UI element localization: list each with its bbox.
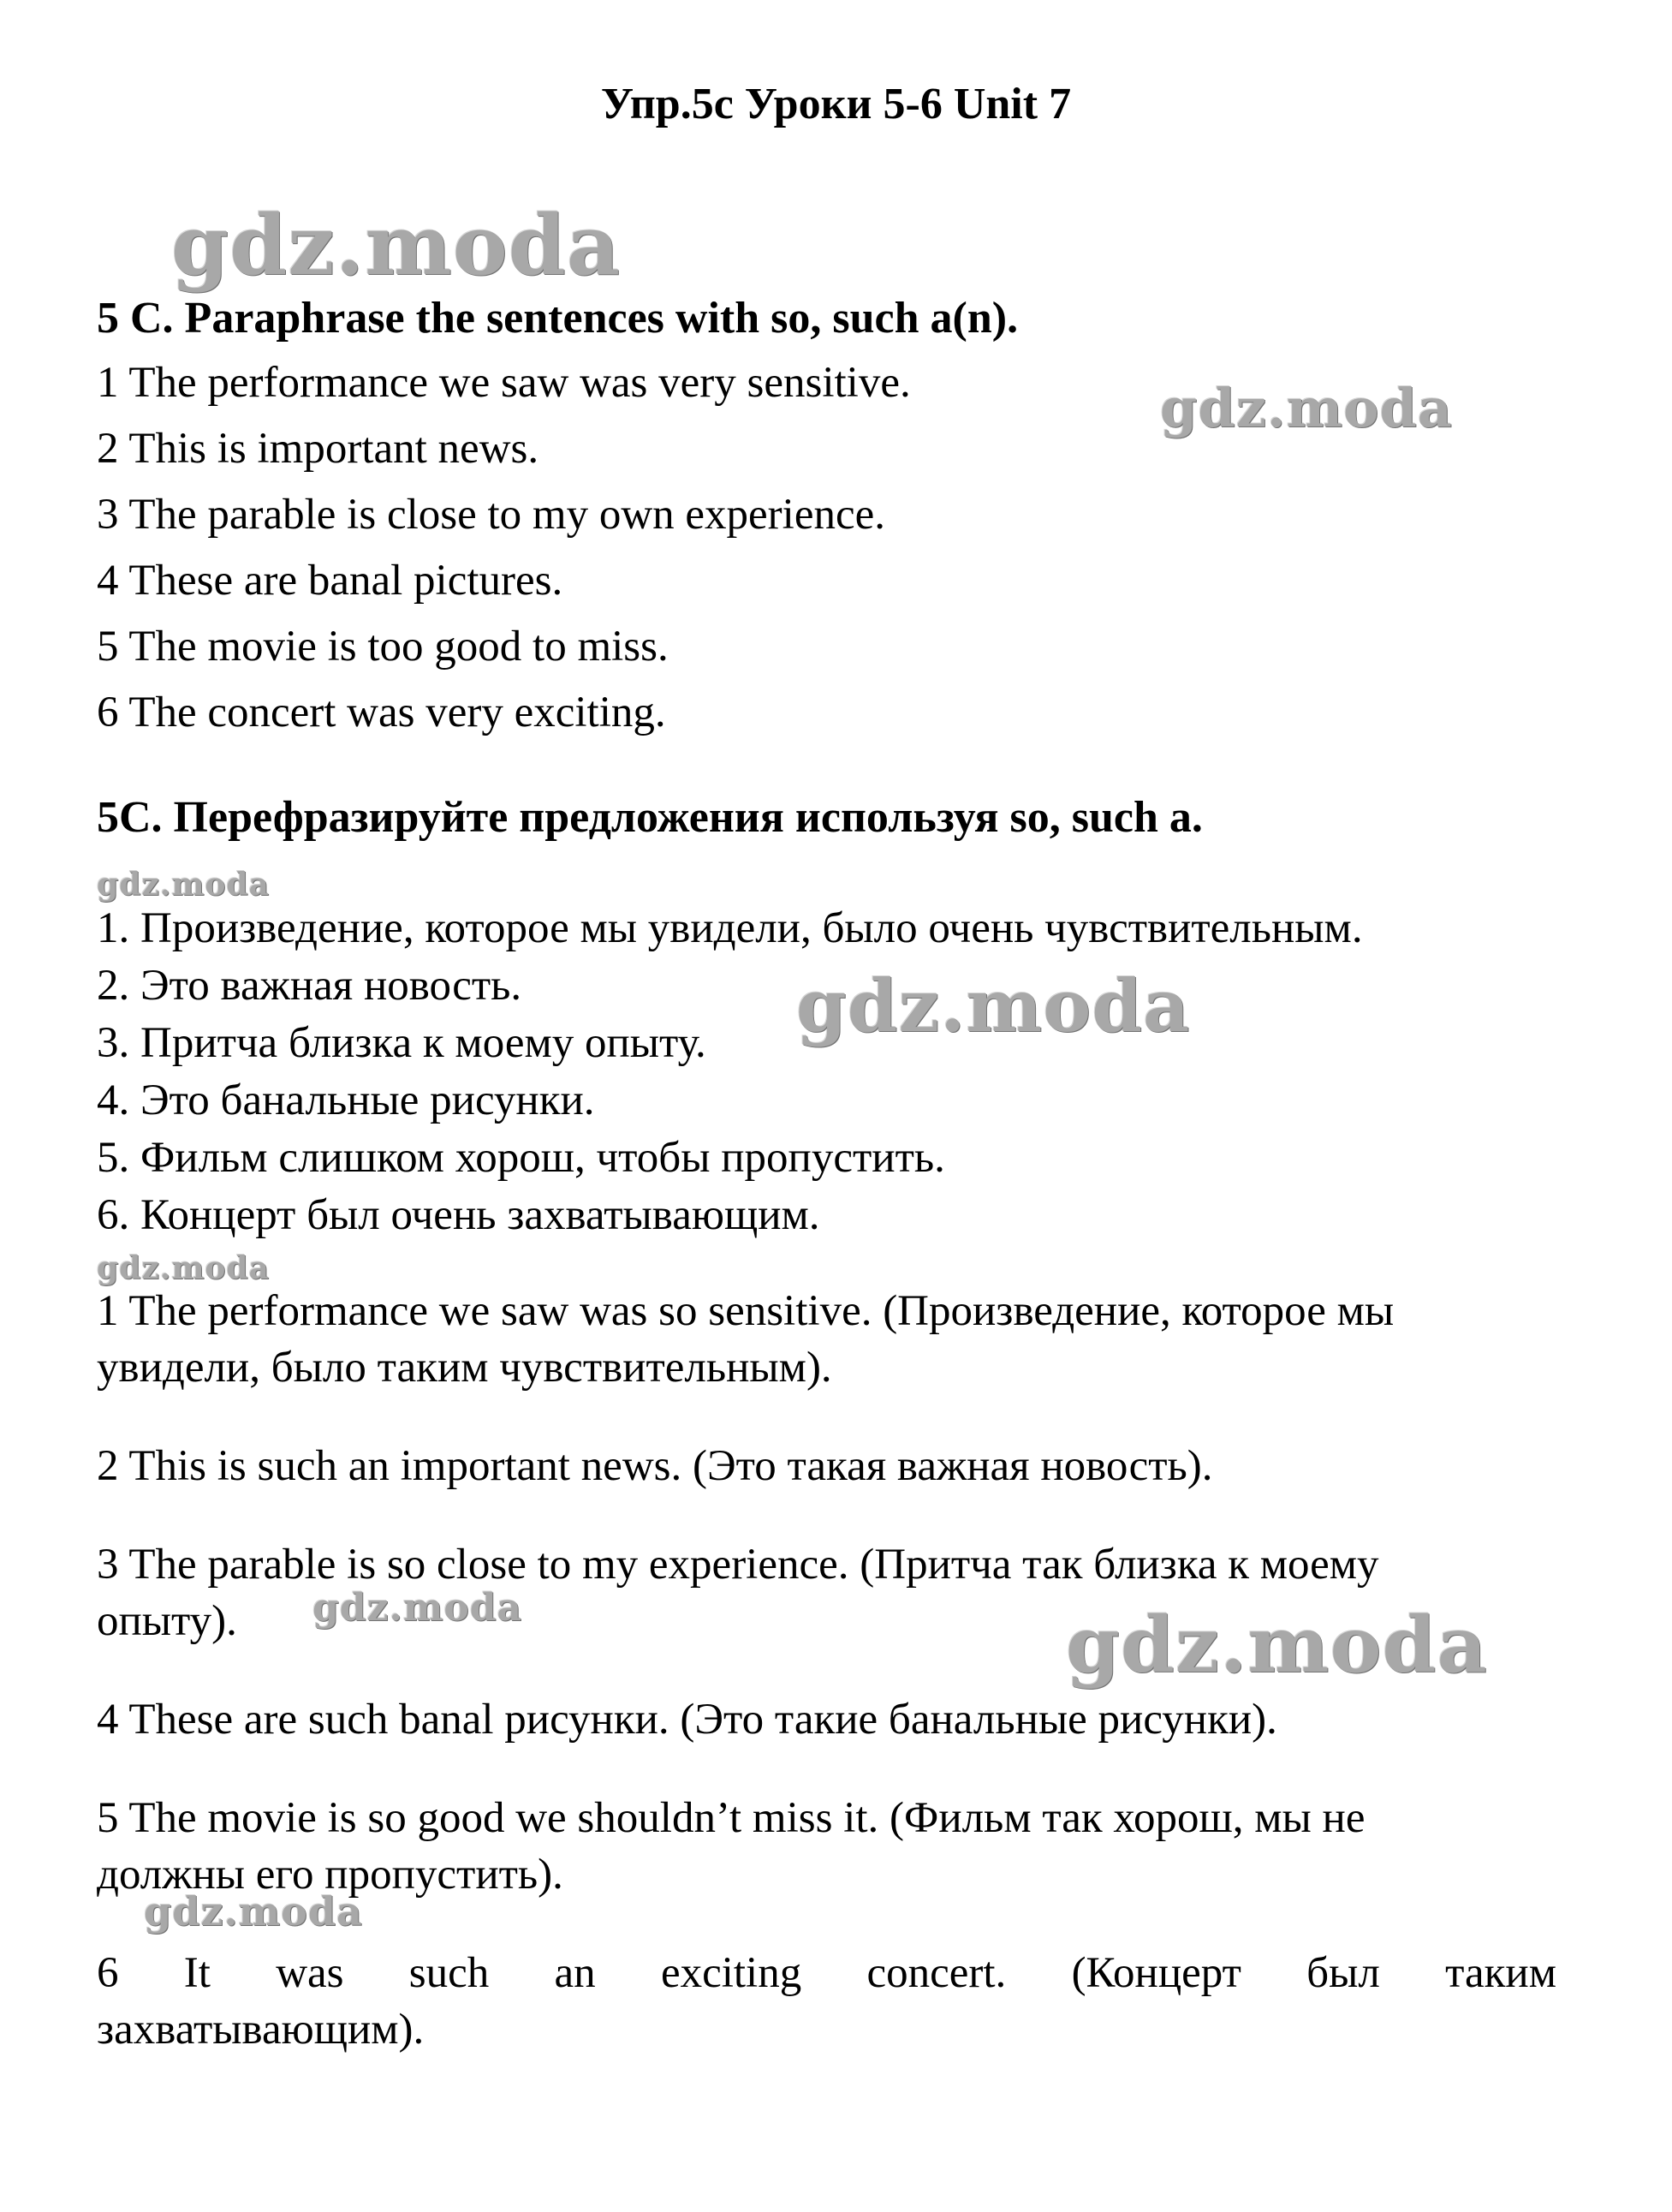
task-ru-item: 1. Произведение, которое мы увидели, было очень чувствительным. <box>97 904 1363 952</box>
answer-line: 5 The movie is so good we shouldn’t miss it. (Фильм так хорош, мы не <box>97 1794 1366 1842</box>
page-title: Упр.5c Уроки 5-6 Unit 7 <box>600 80 1072 128</box>
task-ru-item: 3. Притча близка к моему опыту. <box>97 1019 706 1067</box>
answer-line: опыту). <box>97 1597 237 1645</box>
answer-word: (Концерт <box>1071 1949 1241 1997</box>
answer-word: It <box>183 1949 211 1997</box>
answer-line: 3 The parable is so close to my experience. (Притча так близка к моему <box>97 1541 1379 1589</box>
watermark-logo: gdz.moda <box>171 197 622 294</box>
answer-line: 4 These are such banal рисунки. (Это такие банальные рисунки). <box>97 1696 1277 1744</box>
answer-word: an <box>554 1949 596 1997</box>
task-en-item: 6 The concert was very exciting. <box>97 689 666 736</box>
task-ru-item: 2. Это важная новость. <box>97 962 522 1010</box>
answer-line: захватывающим). <box>97 2006 425 2054</box>
task-ru-item: 6. Концерт был очень захватывающим. <box>97 1191 820 1239</box>
task-ru-item: 5. Фильм слишком хорош, чтобы пропустить. <box>97 1134 945 1182</box>
watermark-logo: gdz.moda <box>97 1250 270 1286</box>
answer-line: увидели, было таким чувствительным). <box>97 1344 832 1392</box>
watermark-logo: gdz.moda <box>312 1586 523 1630</box>
watermark-logo: gdz.moda <box>1066 1600 1488 1690</box>
watermark-logo: gdz.moda <box>1160 377 1453 439</box>
answer-word: таким <box>1445 1949 1556 1997</box>
answer-word: 6 <box>97 1949 119 1997</box>
task-en-item: 3 The parable is close to my own experience. <box>97 491 885 539</box>
answer-word: exciting <box>660 1949 802 1997</box>
task-en-item: 5 The movie is too good to miss. <box>97 623 669 671</box>
answer-line-justified <box>97 1948 1556 1998</box>
answer-word: был <box>1306 1949 1380 1997</box>
watermark-logo: gdz.moda <box>144 1888 363 1935</box>
answer-line: должны его пропустить). <box>97 1851 563 1899</box>
answer-line: 1 The performance we saw was so sensitive. (Произведение, которое мы <box>97 1287 1395 1335</box>
watermark-logo: gdz.moda <box>97 867 270 903</box>
answer-word: was <box>276 1949 344 1997</box>
task-en-item: 2 This is important news. <box>97 425 539 473</box>
answer-word: such <box>408 1949 490 1997</box>
task-en-heading: 5 C. Paraphrase the sentences with so, such a(n). <box>97 294 1019 343</box>
answer-line: 2 This is such an important news. (Это такая важная новость). <box>97 1442 1213 1490</box>
task-ru-item: 4. Это банальные рисунки. <box>97 1076 595 1124</box>
task-ru-heading: 5C. Перефразируйте предложения используя so, such a. <box>97 793 1203 842</box>
watermark-logo: gdz.moda <box>796 963 1191 1048</box>
task-en-item: 4 These are banal pictures. <box>97 557 563 605</box>
task-en-item: 1 The performance we saw was very sensitive. <box>97 359 911 407</box>
answer-word: concert. <box>866 1949 1007 1997</box>
